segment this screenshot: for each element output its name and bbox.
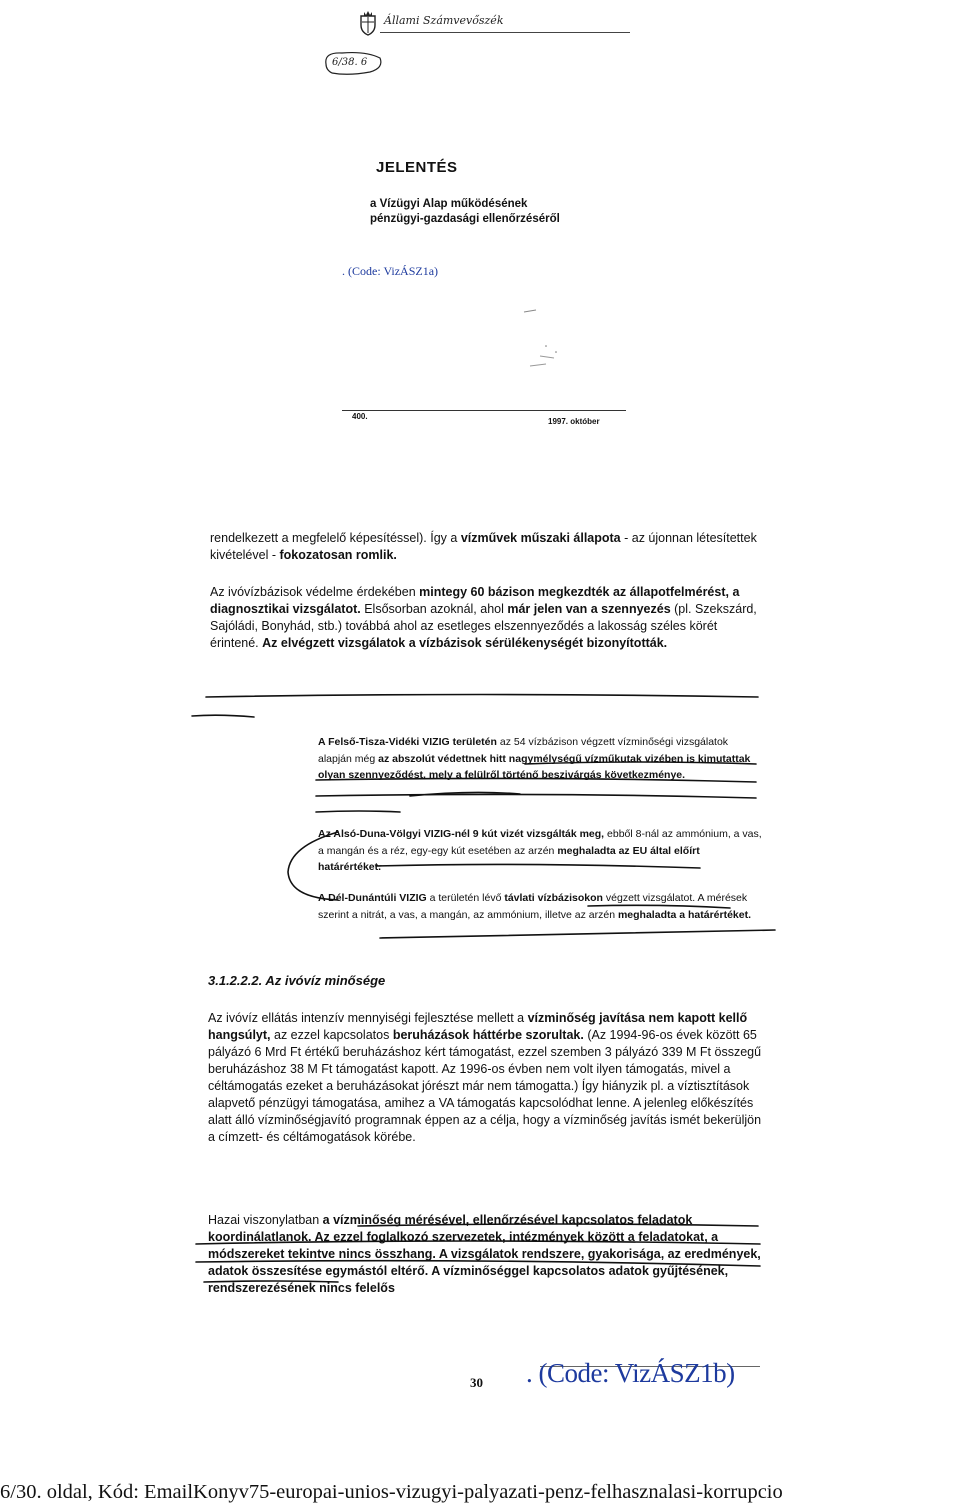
paragraph-felso-tisza: A Felső-Tisza-Vidéki VIZIG területén az 54 vízbázison végzett vízminőségi vizsgálatok alapján még az abszolút védettnek hitt nagymélységű vízműkutak vizében is kimutattak olyan szennyeződést, mely a felülről történő beszivárgás következménye. xyxy=(318,736,751,781)
footer-page-info: 6/30. oldal, Kód: EmailKonyv75-europai-unios-vizugyi-palyazati-penz-felhasznalasi-korrupcio xyxy=(0,1481,783,1503)
paragraph-domestic-coordination: Hazai viszonylatban a vízminőség mérésével, ellenőrzésével kapcsolatos feladatok koordinálatlanok. Az ezzel foglalkozó szervezetek, intézmények között a feladatokat, a módszereket tekintve nincs összhang. A vizsgálatok rendszere, gyakorisága, az eredmények, adatok összesítése egymástól eltérő. A vízminőséggel kapcsolatos adatok gyűjtésének, rendszerezésének nincs felelős xyxy=(208,1213,761,1295)
paragraph-waterworks-condition: rendelkezett a megfelelő képesítéssel). Így a vízművek műszaki állapota - az újonnan létesítettek kivételével - fokozatosan romlik. xyxy=(210,531,757,562)
report-subtitle-line-2: pénzügyi-gazdasági ellenőrzéséről xyxy=(370,213,560,225)
handwritten-stamp xyxy=(322,48,386,78)
paragraph-water-quality: Az ivóvíz ellátás intenzív mennyiségi fejlesztése mellett a vízminőség javítása nem kapott kellő hangsúlyt, az ezzel kapcsolatos beruházások háttérbe szorultak. (Az 1994-96-os évek között 65 pályázó 6 Mrd Ft értékű beruházáshoz kért támogatást, ezzel szemben 3 pályázó 339 M Ft összegű beruházáshoz 38 M Ft támogatást kapott. Az 1996-os évben nem volt ilyen támogatás, mivel a céltámogatás ezeket a beruházásokat jórészt már nem támogatta.) Így hiányzik pl. a víztisztítások alapvető pénzügyi támogatása, amihez a VA támogatás kapcsolódhat lenne. A jelenleg előkészítés alatt álló vízminőségjavító programnak éppen az a célja, hogy a vízminőség javítás ismét bekerüljön a címzett- és céltámogatások körébe. xyxy=(208,1011,762,1144)
state-audit-crest-icon xyxy=(358,10,378,36)
scan-code-label: . (Code: VizÁSZ1b) xyxy=(526,1358,735,1388)
cover-bottom-rule xyxy=(342,410,626,411)
header-institution-name: Állami Számvevőszék xyxy=(384,14,504,27)
scanned-report-page xyxy=(200,522,770,1402)
report-subtitle-line-1: a Vízügyi Alap működésének xyxy=(370,198,528,210)
paragraph-also-duna: Az Alsó-Duna-Völgyi VIZIG-nél 9 kút vizét vizsgálták meg, ebből 8-nál az ammónium, a vas, a mangán és a réz, egy-egy kút esetében az arzén meghaladta az EU által előírt határértéket. xyxy=(318,828,762,873)
cover-issue-number: 400. xyxy=(352,412,368,421)
page-number: 30 xyxy=(470,1375,483,1390)
paragraph-del-dunantul: A Dél-Dunántúli VIZIG a területén lévő távlati vízbázisokon végzett vizsgálatot. A mérések szerint a nitrát, a vas, a mangán, az ammónium, illetve az arzén meghaladta a határértéket. xyxy=(318,892,752,921)
cover-issue-date: 1997. október xyxy=(548,417,600,426)
cover-code-label: . (Code: VizÁSZ1a) xyxy=(342,264,439,278)
header-rule xyxy=(380,32,630,33)
section-heading-drinking-water-quality: 3.1.2.2.2. Az ivóvíz minősége xyxy=(208,973,386,988)
report-title: JELENTÉS xyxy=(376,159,458,176)
stamp-text: 6/38. 6 xyxy=(332,57,368,68)
paragraph-water-base-protection: Az ivóvízbázisok védelme érdekében mintegy 60 bázison megkezdték az állapotfelmérést, a diagnosztikai vizsgálatot. Elsősorban azoknál, ahol már jelen van a szennyezés (pl. Szekszárd, Sajóládi, Bonyhád, stb.) továbbá ahol az esetleges elszennyeződés a lakosság széles körét érintené. Az elvégzett vizsgálatok a vízbázisok sérülékenységét bizonyították. xyxy=(210,585,757,650)
report-subtitle xyxy=(370,197,560,227)
scan-specks xyxy=(510,300,570,380)
